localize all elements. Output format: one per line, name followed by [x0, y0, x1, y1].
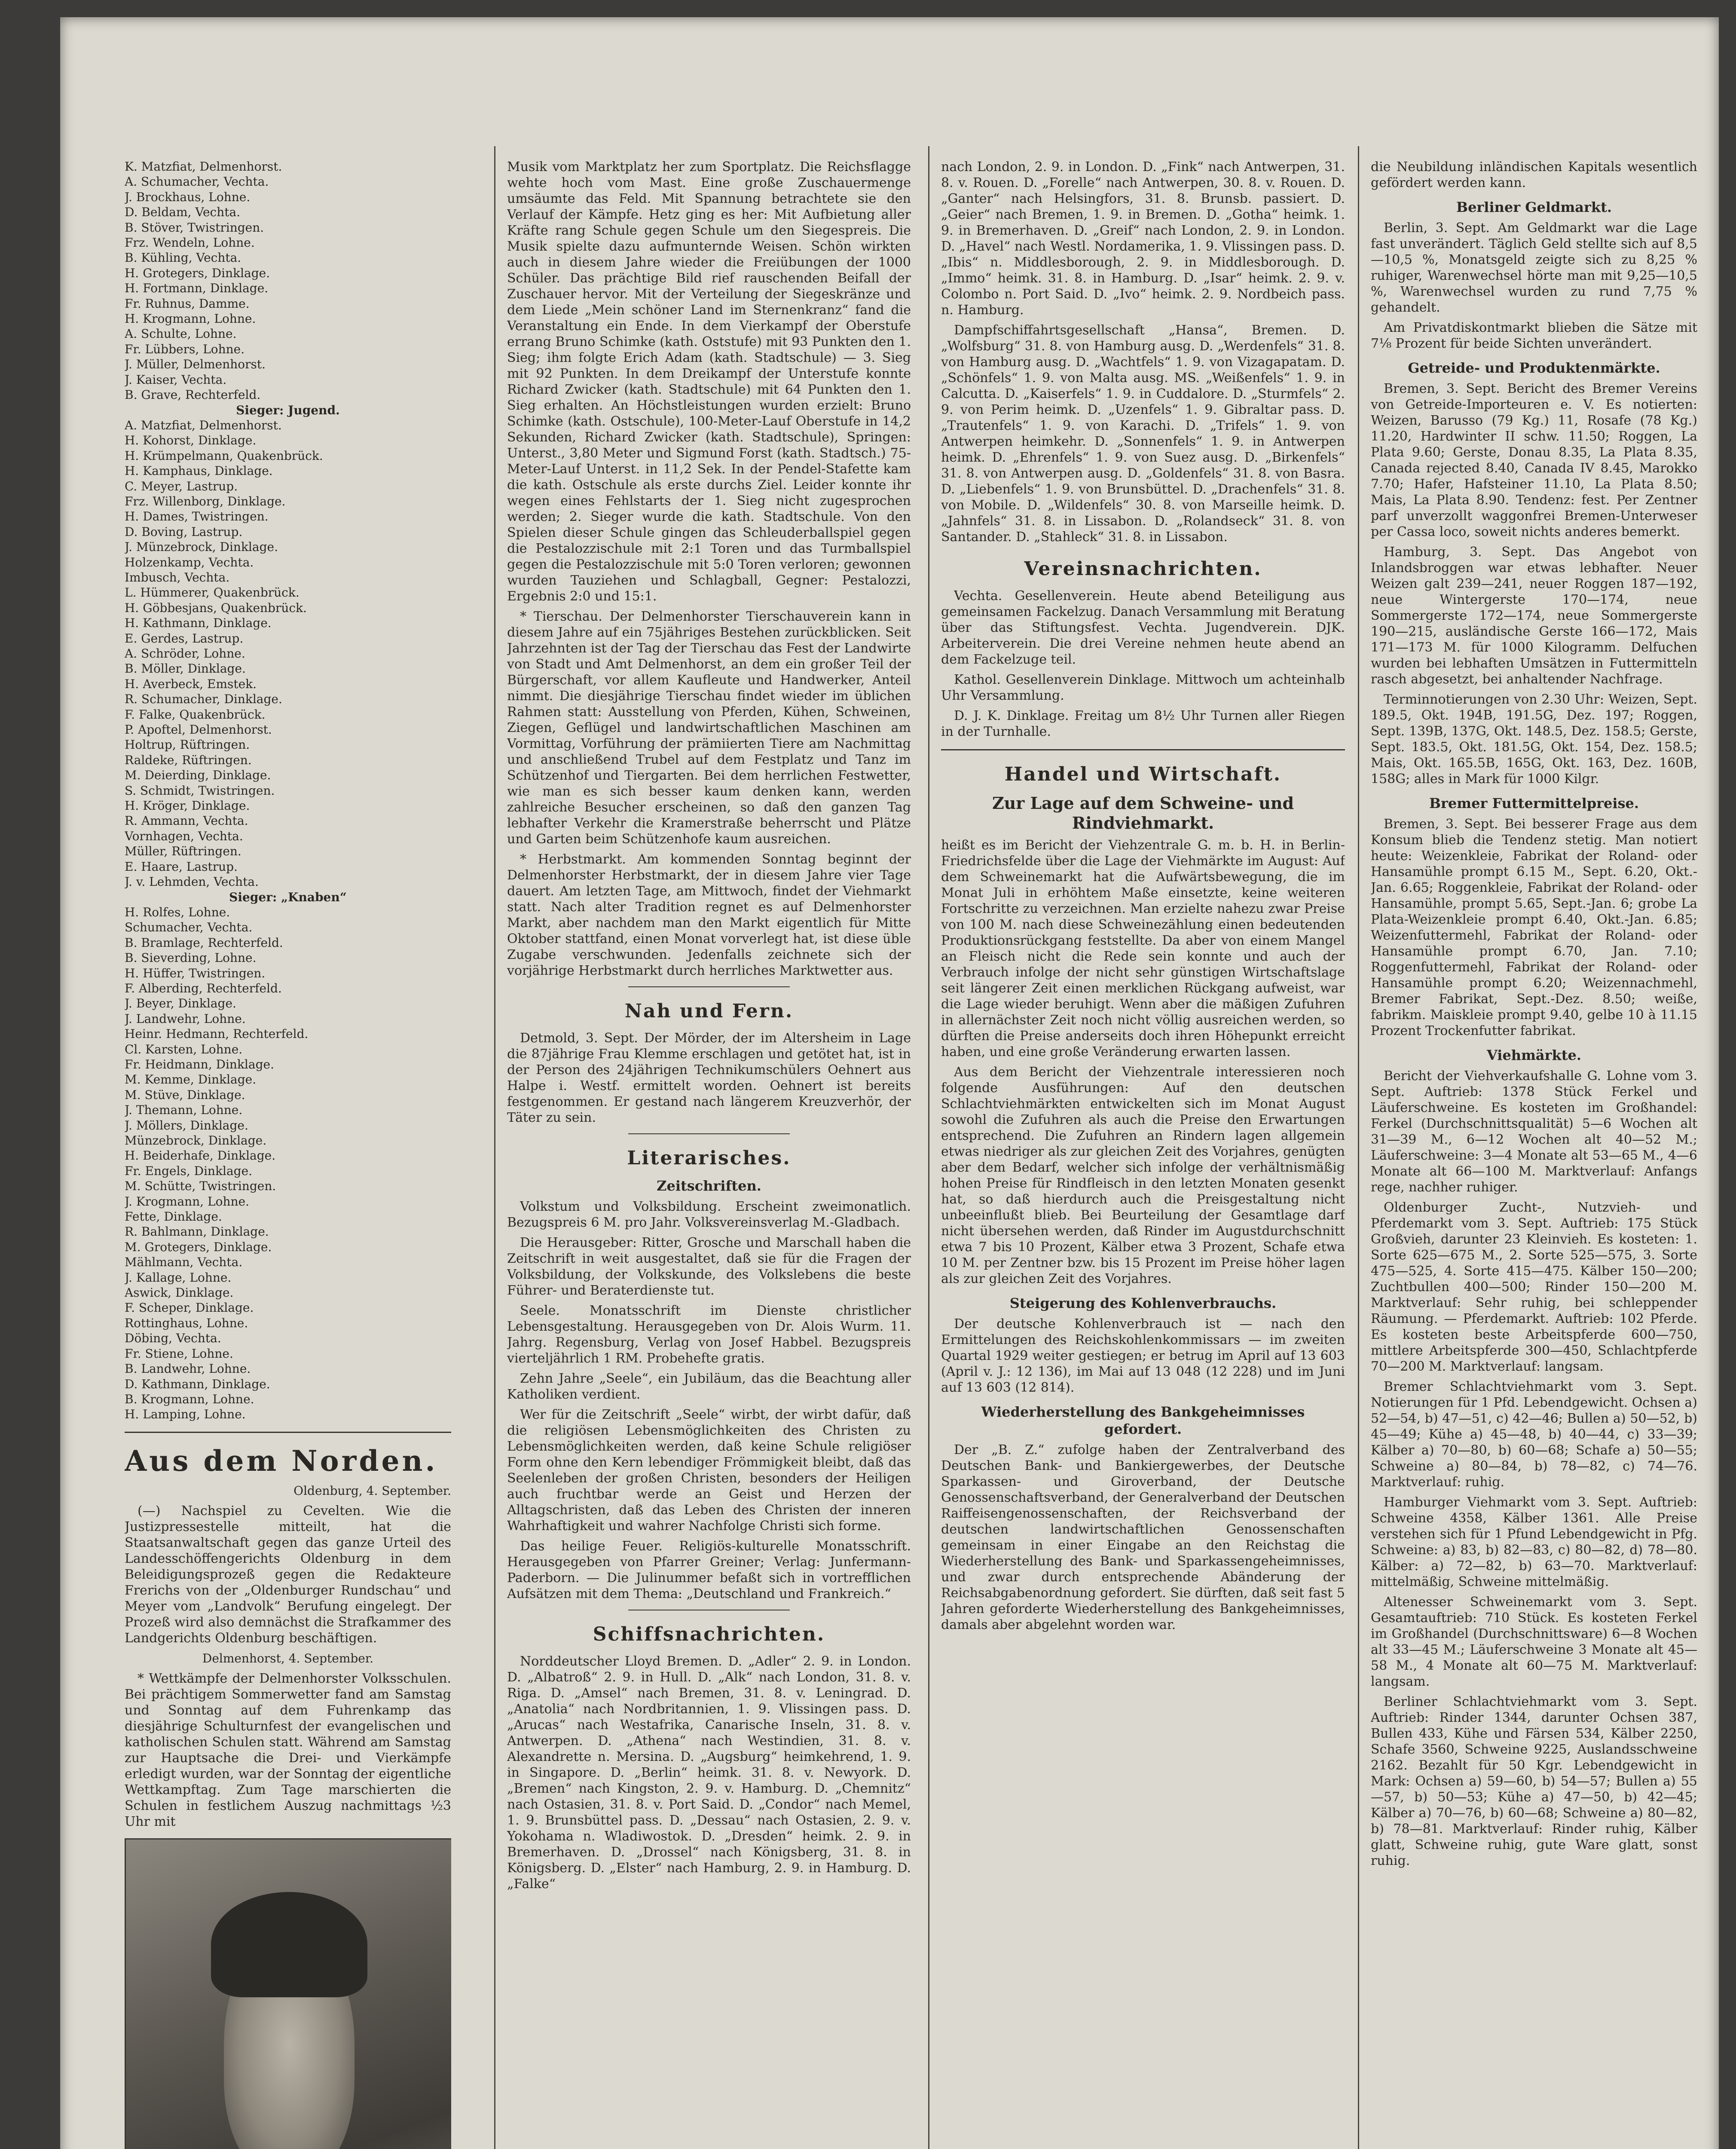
lit-volkstum: Volkstum und Volksbildung. Erscheint zweimonatlich. Bezugspreis 6 M. pro Jahr. Volksvereinsverlag M.-Gladbach. — [507, 1199, 911, 1230]
verein-dinklage: Kathol. Gesellenverein Dinklage. Mittwoch um achteinhalb Uhr Versammlung. — [941, 672, 1345, 703]
lit-feuer: Das heilige Feuer. Religiös-kulturelle Monatsschrift. Herausgegeben von Pfarrer Greiner; Verlag: Junfermann-Paderborn. — Die Julinummer befaßt sich in vortrefflichen Aufsätzen mit dem Thema: „Deutschland und Frankreich.“ — [507, 1539, 911, 1601]
winner-entry: M. Schütte, Twistringen. — [125, 1179, 276, 1194]
winner-entry: Aswick, Dinklage. — [125, 1286, 234, 1300]
column-1 — [125, 159, 451, 2149]
article-wettkaempfe: * Wettkämpfe der Delmenhorster Volksschulen. Bei prächtigem Sommerwetter fand am Samstag und Sonntag auf dem Fuhrenkamp das diesjährige Schulturnfest der evangelischen und katholischen Schulen statt. Während am Samstag zur Hauptsache die Drei- und Vierkämpfe erledigt wurden, war der Sonntag der eigentliche Wettkampftag. Zum Tage marschierten die Schulen in festlichem Auszug nachmittags ½3 Uhr mit — [125, 1671, 451, 1829]
getreide-hamburg: Hamburg, 3. Sept. Das Angebot von Inlandsbroggen war etwas lebhafter. Neuer Weizen galt 239—241, neuer Roggen 187—192, neue Wintergerste 170—174, neue Sommergerste 172—174, neue Sommergerste 190—215, ausländische Gerste 166—172, Mais 171—173 M. für 1000 Kilogramm. Delfuchen wurden bei lebhaften Umsätzen in Futtermitteln rasch abgesetzt, bei anhaltender Nachfrage. — [1371, 545, 1697, 687]
winner-entry: Fr. Lübbers, Lohne. — [125, 342, 245, 356]
lit-seele: Seele. Monatsschrift im Dienste christlicher Lebensgestaltung. Herausgegeben von Dr. Alois Wurm. 11. Jahrg. Regensburg, Verlag von Josef Habbel. Bezugspreis vierteljährlich 1 RM. Probehefte gratis. — [507, 1303, 911, 1366]
winner-entry: H. Kröger, Dinklage. — [125, 799, 250, 813]
column-rule — [928, 146, 929, 2149]
newspaper-page — [60, 17, 1719, 2149]
winner-entry: Fr. Ruhnus, Damme. — [125, 296, 250, 311]
winner-entry: H. Rolfes, Lohne. — [125, 905, 230, 919]
winner-entry: Fette, Dinklage. — [125, 1209, 222, 1224]
winner-entry: K. Matzfiat, Delmenhorst. — [125, 159, 282, 174]
winner-entry: J. Brockhaus, Lohne. — [125, 190, 251, 204]
vieh-hamburg: Hamburger Viehmarkt vom 3. Sept. Auftrieb: Schweine 4358, Kälber 1361. Alle Preise verstehen sich für 1 Pfund Lebendgewicht in Pfg. Schweine: a) 83, b) 82—83, c) 80—82, d) 78—80. Kälber: a) 72—82, b) 63—70. Marktverlauf: mittelmäßig, Schweine mittelmäßig. — [1371, 1495, 1697, 1589]
bank-article: Der „B. Z.“ zufolge haben der Zentralverband des Deutschen Bank- und Bankiergewerbes, der Deutsche Sparkassen- und Giroverband, der Deutsche Genossenschaftsverband, der Generalverband der Deutschen Raiffeisengenossenschaften, der Reichsverband der deutschen landwirtschaftlichen Genossenschaften gemeinsam in einer Eingabe an den Reichstag die Wiederherstellung des Bank- und Sparkassengeheimnisses, und zwar durch entsprechende Abänderung der Reichsabgabenordnung gefordert. Sie dürften, daß seit fast 5 Jahren geforderte Wiederherstellung des Bankgeheimnisses, damals aber abgelehnt worden war. — [941, 1442, 1345, 1632]
article-sportfest: Musik vom Marktplatz her zum Sportplatz. Die Reichsflagge wehte hoch vom Mast. Eine große Zuschauermenge umsäumte das Feld. Mit Spannung betrachtete sie den Verlauf der Kämpfe. Hetz ging es her: Mit Aufbietung aller Kräfte rang Schule gegen Schule um den Siegespreis. Die Musik spielte dazu aufmunternde Weisen. Schön wirkten auch in diesem Jahre wieder die Freiübungen der 1000 Schüler. Das prächtige Bild rief rauschenden Beifall der Zuschauer hervor. Mit der Verteilung der Siegeskränze und dem Liede „Mein schöner Land im Sternenkranz“ fand die Veranstaltung ein Ende. In dem Vierkampf der Oberstufe errang Bruno Schimke (kath. Oststufe) mit 93 Punkten den 1. Sieg; ihm folgte Erich Adam (kath. Stadtschule) — 3. Sieg mit 92 Punkten. In dem Dreikampf der Unterstufe konnte Richard Zwicker (kath. Stadtschule) mit 64 Punkten den 1. Sieg erhalten. An Höchstleistungen wurden erzielt: Bruno Schimke (kath. Ostschule), 100-Meter-Lauf Oberstufe in 14,2 Sekunden, Richard Zwicker (kath. Stadtschule), Springen: Unterst., 3,80 Meter und Sigmund Forst (kath. Stadtsch.) 75-Meter-Lauf Unterst. in 11,2 Sek. In der Pendel-Stafette kam die kath. Ostschule als erste durchs Ziel. Leider konnte ihr wegen eines Fehlstarts der 1. Sieg nicht zugesprochen werden; 2. Sieger wurde die kath. Stadtschule. Von den Spielen dieser Schule gingen das Schleuderballspiel gegen die Pestalozzischule mit 2:1 Toren und das Turmballspiel gegen die Pestalozzischule mit 5:0 Toren verloren; gewonnen wurden Tauziehen und Schlagball, Gegner: Pestalozzi, Ergebnis 2:0 und 15:1. — [507, 159, 911, 604]
winner-entry: B. Krogmann, Lohne. — [125, 1392, 254, 1406]
geldmarkt-heading: Berliner Geldmarkt. — [1456, 199, 1612, 215]
winner-entry: Cl. Karsten, Lohne. — [125, 1042, 243, 1056]
kohle-heading: Steigerung des Kohlenverbrauchs. — [1009, 1295, 1277, 1311]
winner-entry: F. Falke, Quakenbrück. — [125, 707, 266, 722]
verein-heading: Vereinsnachrichten. — [1024, 558, 1262, 580]
winner-entry: H. Hüffer, Twistringen. — [125, 966, 266, 980]
winner-entry: Döbing, Vechta. — [125, 1331, 221, 1346]
column-rule — [1358, 146, 1359, 2149]
winner-entry: H. Fortmann, Dinklage. — [125, 281, 269, 296]
portrait-hair — [211, 1892, 368, 1997]
winner-entry: B. Kühling, Vechta. — [125, 251, 241, 265]
kohle-article: Der deutsche Kohlenverbrauch ist — nach den Ermittelungen des Reichskohlenkommissars — im zweiten Quartal 1929 weiter gestiegen; er betrug im April auf 13 603 (April v. J.: 12 136), im Mai auf 13 048 (12 228) und im Juni auf 13 603 (12 814). — [941, 1316, 1345, 1395]
winner-entry: H. Krogmann, Lohne. — [125, 312, 256, 326]
winner-entry: B. Sieverding, Lohne. — [125, 951, 257, 965]
article-detmold: Detmold, 3. Sept. Der Mörder, der im Altersheim in Lage die 87jährige Frau Klemme erschlagen und getötet hat, ist in der Person des 24jährigen Technikumschülers Oehnert aus Halpe i. Westf. ermittelt worden. Oehnert ist bereits festgenommen. Er gestand nach längerem Kreuzverhör, der Täter zu sein. — [507, 1031, 911, 1125]
lit-jubilaeum: Zehn Jahre „Seele“, ein Jubiläum, das die Beachtung aller Katholiken verdient. — [507, 1371, 911, 1402]
winner-entry: J. Themann, Lohne. — [125, 1103, 243, 1117]
winner-entry: Münzebrock, Dinklage. — [125, 1133, 267, 1148]
vieh-altenesser: Altenesser Schweinemarkt vom 3. Sept. Gesamtauftrieb: 710 Stück. Es kosteten Ferkel im Großhandel (Durchschnittsware) 6—8 Wochen alt 33—45 M.; Läuferschweine 3 Monate alt 45—58 M., 4 Monate alt 60—75 M. Marktverlauf: langsam. — [1371, 1595, 1697, 1689]
winner-entry: Heinr. Hedmann, Rechterfeld. — [125, 1027, 309, 1041]
winner-entry: Rottinghaus, Lohne. — [125, 1316, 248, 1330]
column-2 — [507, 159, 911, 2149]
handel-viehzentrale: Aus dem Bericht der Viehzentrale interessieren noch folgende Ausführungen: Auf den deutschen Schlachtviehmärkten entwickelten sich im Monat August sowohl die Zufuhren als auch die Preise den Erwartungen entsprechend. Die Zufuhren an Rindern lagen allgemein etwas niedriger als zur gleichen Zeit des Vorjahres, genügten aber dem Bedarf, welcher sich infolge der verhältnismäßig hohen Preise für Rindfleisch in den letzten Monaten gesenkt hat, so daß hierdurch auch die Preisgestaltung nicht unbeeinflußt blieb. Bei Beurteilung der Gesamtlage darf nicht übersehen werden, daß Rinder im Augustdurchschnitt etwa 7 bis 10 Prozent, Kälber etwa 3 Prozent, Schafe etwa 10 M. per Zentner bzw. bis 15 Prozent im Preise höher lagen als zur gleichen Zeit des Vorjahres. — [941, 1065, 1345, 1286]
handel-schweinemarkt: heißt es im Bericht der Viehzentrale G. m. b. H. in Berlin-Friedrichsfelde über die Lage der Viehmärkte im August: Auf dem Schweinemarkt hat die Aufwärtsbewegung, die im Monat Juli in erhöhtem Maße einsetzte, keine weiteren Fortschritte zu verzeichnen. Man erzielte nahezu zwar Preise von 100 M. nach diese Schweinezählung einen bedeutenden Produktionsrückgang feststellte. Da aber von einem Mangel an Fleisch nicht die Rede sein konnte und auch der Verbrauch infolge der nicht sehr günstigen Wirtschaftslage seit längerer Zeit einen merklichen Rückgang aufweist, war die Lage wieder beruhigt. Wenn aber die mäßigen Zufuhren in allernächster Zeit noch nicht völlig ausreichen werden, so dürften die Preise anderseits doch ihren Höhepunkt erreicht haben, und eine große Veränderung erwarten lassen. — [941, 838, 1345, 1059]
winner-entry: J. Beyer, Dinklage. — [125, 996, 236, 1011]
winner-entry: H. Kohorst, Dinklage. — [125, 433, 257, 448]
schiff-lloyd-cont: nach London, 2. 9. in London. D. „Fink“ nach Antwerpen, 31. 8. v. Rouen. D. „Forelle“ nach Antwerpen, 30. 8. v. Rouen. D. „Ganter“ nach Helsingfors, 31. 8. Brunsb. passiert. D. „Geier“ nach Bremen, 1. 9. in Bremen. D. „Gotha“ heimk. 1. 9. in Bremerhaven. D. „Greif“ nach London, 2. 9. in London. D. „Havel“ nach Westl. Nordamerika, 1. 9. Vlissingen pass. D. „Ibis“ n. Middlesborough, 2. 9. in Middlesborough. D. „Immo“ heimk. 31. 8. in Hamburg. D. „Isar“ heimk. 2. 9. v. Colombo n. Port Said. D. „Ivo“ heimk. 2. 9. Nordbeich pass. n. Hamburg. — [941, 159, 1345, 318]
winner-entry: H. Kathmann, Dinklage. — [125, 616, 272, 631]
winner-entry: B. Bramlage, Rechterfeld. — [125, 935, 283, 950]
winner-entry: H. Lamping, Lohne. — [125, 1407, 246, 1422]
bank-heading: Wiederherstellung des Bankgeheimnisses gefordert. — [981, 1404, 1305, 1437]
schiff-heading: Schiffsnachrichten. — [593, 1623, 825, 1645]
winner-entry: P. Apoftel, Delmenhorst. — [125, 722, 272, 737]
winner-entry: M. Kemme, Dinklage. — [125, 1072, 257, 1087]
winners-heading-boys: Sieger: „Knaben“ — [229, 890, 347, 904]
bank-article-end: die Neubildung inländischen Kapitals wesentlich gefördert werden kann. — [1371, 159, 1697, 190]
winner-entry: B. Stöver, Twistringen. — [125, 220, 264, 235]
winner-entry: J. Münzebrock, Dinklage. — [125, 540, 278, 554]
dateline-delmenhorst: Delmenhorst, 4. September. — [202, 1651, 374, 1665]
winner-entry: A. Schulte, Lohne. — [125, 327, 237, 341]
portrait-photo — [125, 1838, 451, 2149]
winner-entry: F. Alberding, Rechterfeld. — [125, 981, 282, 995]
winner-entry: D. Kathmann, Dinklage. — [125, 1377, 270, 1391]
vieh-oldenburg: Oldenburger Zucht-, Nutzvieh- und Pferdemarkt vom 3. Sept. Auftrieb: 175 Stück Großvieh, darunter 23 Kleinvieh. Es kosteten: 1. Sorte 625—675 M., 2. Sorte 525—575, 3. Sorte 475—525, 4. Sorte 415—475. Kälber 150—200; Zuchtbullen 400—500; Rinder 150—200 M. Marktverlauf: Sehr ruhig, bei schleppender Räumung. — Pferdemarkt. Auftrieb: 102 Pferde. Es kosteten beste Arbeitspferde 600—750, mittlere Arbeitspferde 300—450, Schlachtpferde 70—200 M. Marktverlauf: langsam. — [1371, 1200, 1697, 1374]
verein-vechta: Vechta. Gesellenverein. Heute abend Beteiligung aus gemeinsamen Fackelzug. Danach Versammlung mit Beratung über das Stiftungsfest. Vechta. Jugendverein. DJK. Arbeiterverein. Die drei Vereine nehmen heute abend an dem Fackelzuge teil. — [941, 588, 1345, 667]
column-3 — [941, 159, 1345, 2149]
winner-entry: H. Grotegers, Dinklage. — [125, 266, 270, 280]
winner-entry: J. v. Lehmden, Vechta. — [125, 875, 259, 889]
winner-entry: S. Schmidt, Twistringen. — [125, 783, 275, 798]
winner-entry: E. Haare, Lastrup. — [125, 859, 238, 874]
winner-entry: M. Grotegers, Dinklage. — [125, 1240, 272, 1254]
winner-entry: H. Kamphaus, Dinklage. — [125, 464, 273, 478]
winner-entry: J. Kallage, Lohne. — [125, 1270, 232, 1285]
vieh-heading: Viehmärkte. — [1487, 1047, 1581, 1063]
vieh-lohne: Bericht der Viehverkaufshalle G. Lohne vom 3. Sept. Auftrieb: 1378 Stück Ferkel und Läuferschweine. Es kosteten im Großhandel: Ferkel (Durchschnittsqualität) 5—6 Wochen alt 31—39 M., 6—12 Wochen alt 40—52 M.; Läuferschweine: 3—4 Monate alt 53—65 M., 4—6 Monate alt 66—100 M. Marktverlauf: Anfangs rege, nachher ruhiger. — [1371, 1068, 1697, 1195]
norden-heading: Aus dem Norden. — [125, 1444, 438, 1478]
lit-herausgeber: Die Herausgeber: Ritter, Grosche und Marschall haben die Zeitschrift in weit ausgestaltet, daß sie für die Fragen der Volksbildung, der Volkskunde, des Volkslebens die beste Führer- und Beraterdienste tut. — [507, 1235, 911, 1298]
winner-entry: B. Grave, Rechterfeld. — [125, 388, 261, 402]
winner-entry: Holtrup, Rüftringen. — [125, 738, 250, 752]
winner-entry: Raldeke, Rüftringen. — [125, 753, 252, 767]
winner-entry: A. Schröder, Lohne. — [125, 646, 245, 661]
geldmarkt-p2: Am Privatdiskontmarkt blieben die Sätze mit 7⅛ Prozent für beide Sichten unverändert. — [1371, 320, 1697, 351]
column-4 — [1371, 159, 1697, 2149]
futter-heading: Bremer Futtermittelpreise. — [1429, 795, 1639, 811]
article-herbstmarkt: * Herbstmarkt. Am kommenden Sonntag beginnt der Delmenhorster Herbstmarkt, der in diesem Jahre vier Tage dauert. Am letzten Tage, am Mittwoch, findet der Viehmarkt statt. Nach alter Tradition regnet es auf Delmenhorster Markt, aber nachdem man den Markt eigentlich für Mitte Oktober stattfand, einen Monat vorverlegt hat, ist diese üble Zugabe verschwunden. Jedenfalls zeichnete sich der vorjährige Herbstmarkt durch herrliches Marktwetter aus. — [507, 852, 911, 978]
column-rule — [494, 146, 495, 2149]
winner-entry: J. Kaiser, Vechta. — [125, 372, 227, 387]
handel-heading: Handel und Wirtschaft. — [1004, 763, 1282, 785]
winner-entry: R. Bahlmann, Dinklage. — [125, 1225, 269, 1239]
winner-entry: A. Schumacher, Vechta. — [125, 174, 269, 189]
section-divider — [125, 1432, 451, 1433]
verein-djk: D. J. K. Dinklage. Freitag um 8½ Uhr Turnen aller Riegen in der Turnhalle. — [941, 708, 1345, 739]
getreide-termin: Terminnotierungen von 2.30 Uhr: Weizen, Sept. 189.5, Okt. 194B, 191.5G, Dez. 197; Roggen, Sept. 139B, 137G, Okt. 148.5, Dez. 158.5; Gerste, Sept. 183.5, Okt. 181.5G, Okt. 154, Dez. 158.5; Mais, Okt. 165.5B, 165G, Okt. 163, Dez. 160B, 158G; alles in Mark für 1000 Kilgr. — [1371, 692, 1697, 787]
futter-bremen: Bremen, 3. Sept. Bei besserer Frage aus dem Konsum blieb die Tendenz stetig. Man notiert heute: Weizenkleie, Fabrikat der Roland- oder Hansamühle prompt 6.15 M., Sept. 6.20, Okt.-Jan. 6.65; Roggenkleie, Fabrikat der Roland- oder Hansamühle, prompt 5.65, Sept.-Jan. 6; grobe La Plata-Weizenkleie prompt 6.40, Okt.-Jan. 6.85; Weizenfuttermehl, Fabrikat der Roland- oder Hansamühle prompt 6.70, Jan. 7.10; Roggenfuttermehl, Fabrikat der Roland- oder Hansamühle prompt 6.20; Weizennachmehl, Bremer Fabrikat, Sept.-Dez. 8.50; weiße, fabrikm. Maiskleie prompt 9.40, gelbe 10 à 11.15 Prozent Trockenfutter fabrikat. — [1371, 817, 1697, 1038]
winner-entry: A. Matzfiat, Delmenhorst. — [125, 418, 282, 432]
getreide-heading: Getreide- und Produktenmärkte. — [1408, 360, 1660, 376]
winner-entry: M. Stüve, Dinklage. — [125, 1087, 245, 1102]
literarisches-heading: Literarisches. — [627, 1147, 791, 1169]
winner-entry: J. Landwehr, Lohne. — [125, 1011, 246, 1026]
schiff-hansa: Dampfschiffahrtsgesellschaft „Hansa“, Bremen. D. „Wolfsburg“ 31. 8. von Hamburg ausg. D. „Werdenfels“ 31. 8. von Hamburg ausg. D. „Wachtfels“ 1. 9. von Vizagapatam. D. „Schönfels“ 1. 9. von Malta ausg. MS. „Weißenfels“ 1. 9. in Calcutta. D. „Kaiserfels“ 1. 9. in Cuddalore. D. „Sturmfels“ 2. 9. von Perim heimk. D. „Uzenfels“ 1. 9. Gibraltar pass. D. „Trautenfels“ 1. 9. von Karachi. D. „Trifels“ 1. 9. von Antwerpen heimkehr. D. „Sonnenfels“ 1. 9. in Antwerpen heimk. D. „Ehrenfels“ 1. 9. von Suez ausg. D. „Birkenfels“ 31. 8. von Antwerpen ausg. D. „Goldenfels“ 31. 8. von Basra. D. „Liebenfels“ 1. 9. von Brunsbüttel. D. „Drachenfels“ 31. 8. von Mobile. D. „Wildenfels“ 30. 8. von Marseille heimk. D. „Jahnfels“ 31. 8. in Lissabon. D. „Rolandseck“ 31. 8. von Santander. D. „Stahleck“ 31. 8. in Lissabon. — [941, 323, 1345, 545]
winner-entry: D. Beldam, Vechta. — [125, 205, 241, 220]
winners-heading-youth: Sieger: Jugend. — [236, 403, 340, 417]
winner-entry: Vornhagen, Vechta. — [125, 829, 243, 843]
winners-list-boys — [125, 905, 451, 1422]
dateline-oldenburg: Oldenburg, 4. September. — [293, 1483, 451, 1498]
schiff-lloyd: Norddeutscher Lloyd Bremen. D. „Adler“ 2. 9. in London. D. „Albatroß“ 2. 9. in Hull. D. „Alk“ nach London, 31. 8. v. Riga. D. „Amsel“ nach Bremen, 31. 8. v. Leningrad. D. „Anatolia“ nach Nordbritannien, 1. 9. Vlissingen pass. D. „Arucas“ nach Westafrika, Canarische Inseln, 31. 8. v. Antwerpen. D. „Athena“ nach Westindien, 31. 8. v. Alexandrette n. Mersina. D. „Augsburg“ heimkehrend, 1. 9. in Singapore. D. „Berlin“ heimk. 31. 8. v. Newyork. D. „Bremen“ nach Kingston, 2. 9. v. Hamburg. D. „Chemnitz“ nach Ostasien, 31. 8. v. Port Said. D. „Condor“ nach Memel, 1. 9. Brunsbüttel pass. D. „Dessau“ nach Ostasien, 2. 9. v. Yokohama n. Wladiwostok. D. „Dresden“ heimk. 2. 9. in Bremerhaven. D. „Drossel“ nach Königsberg, 31. 8. in Königsberg. D. „Elster“ nach Hamburg, 2. 9. in Hamburg. D. „Falke“ — [507, 1654, 911, 1892]
vieh-bremen: Bremer Schlachtviehmarkt vom 3. Sept. Notierungen für 1 Pfd. Lebendgewicht. Ochsen a) 52—54, b) 47—51, c) 42—46; Bullen a) 50—52, b) 45—49; Kühe a) 45—48, b) 40—44, c) 33—39; Kälber a) 70—80, b) 60—68; Schafe a) 50—55; Schweine a) 80—84, b) 78—82, c) 74—76. Marktverlauf: ruhig. — [1371, 1379, 1697, 1490]
winner-entry: Imbusch, Vechta. — [125, 570, 230, 585]
winners-list-youth — [125, 418, 451, 890]
winner-entry: Fr. Engels, Dinklage. — [125, 1163, 253, 1178]
winner-entry: H. Beiderhafe, Dinklage. — [125, 1148, 276, 1163]
winner-entry: Müller, Rüftringen. — [125, 844, 241, 859]
nah-fern-heading: Nah und Fern. — [624, 1000, 794, 1022]
vieh-berlin: Berliner Schlachtviehmarkt vom 3. Sept. Auftrieb: Rinder 1344, darunter Ochsen 387, Bullen 433, Kühe und Färsen 534, Kälber 2250, Schafe 3560, Schweine 9225, Auslandsschweine 2162. Bezahlt für 50 Kgr. Lebendgewicht in Mark: Ochsen a) 59—60, b) 54—57; Bullen a) 55—57, b) 50—53; Kühe a) 47—50, b) 42—45; Kälber a) 70—76, b) 60—68; Schweine a) 80—82, b) 78—81. Marktverlauf: Rinder ruhig, Kälber glatt, Schweine ruhig, gute Ware glatt, sonst ruhig. — [1371, 1694, 1697, 1868]
winner-entry: B. Landwehr, Lohne. — [125, 1362, 251, 1376]
winner-entry: R. Schumacher, Dinklage. — [125, 692, 282, 707]
winner-entry: Holzenkamp, Vechta. — [125, 555, 254, 569]
winner-entry: M. Deierding, Dinklage. — [125, 768, 271, 783]
winner-entry: H. Göbbesjans, Quakenbrück. — [125, 600, 307, 615]
winner-entry: B. Möller, Dinklage. — [125, 661, 246, 676]
geldmarkt-p1: Berlin, 3. Sept. Am Geldmarkt war die Lage fast unverändert. Täglich Geld stellte sich auf 8,5—10,5 %, Monatsgeld zeigte sich zu 8,25 % ruhiger, Warenwechsel hörte man mit 9,25—10,5 %, Warenwechsel wurden zu rund 7,75 % gehandelt. — [1371, 220, 1697, 315]
winner-entry: Frz. Willenborg, Dinklage. — [125, 494, 286, 508]
handel-subheading: Zur Lage auf dem Schweine- und Rindviehmarkt. — [992, 793, 1294, 833]
lit-werbung: Wer für die Zeitschrift „Seele“ wirbt, der wirbt dafür, daß die religiösen Lebensmöglichkeiten des Christen zu Lebensmöglichkeiten werden, daß keine Schule religiöser Form ohne den Kern lebendiger Frömmigkeit bleibt, daß das Seelenleben der großen Christen, besonders der Heiligen auch fruchtbar werde an Geist und Herzen der Alltagschristen, daß das Leben des Christen der inneren Wahrhaftigkeit und wahrer Nachfolge Christi sich forme. — [507, 1407, 911, 1534]
winner-entry: Schumacher, Vechta. — [125, 920, 253, 935]
winner-entry: D. Boving, Lastrup. — [125, 524, 243, 539]
winner-entry: H. Krümpelmann, Quakenbrück. — [125, 448, 323, 463]
winner-entry: J. Müller, Delmenhorst. — [125, 357, 266, 372]
winner-entry: J. Möllers, Dinklage. — [125, 1118, 248, 1133]
divider — [628, 986, 790, 987]
winner-entry: R. Ammann, Vechta. — [125, 814, 248, 828]
article-nachspiel: (—) Nachspiel zu Cevelten. Wie die Justizpressestelle mitteilt, hat die Staatsanwaltschaft gegen das ganze Urteil des Landesschöffengerichts Oldenburg in dem Beleidigungsprozeß gegen die Redakteure Frerichs von der „Oldenburger Rundschau“ und Meyer vom „Landvolk“ Berufung eingelegt. Der Prozeß wird also demnächst die Strafkammer des Landgerichts Oldenburg beschäftigen. — [125, 1503, 451, 1646]
divider — [628, 1133, 790, 1134]
winner-entry: H. Dames, Twistringen. — [125, 509, 269, 524]
winner-entry: F. Scheper, Dinklage. — [125, 1301, 254, 1315]
winner-entry: L. Hümmerer, Quakenbrück. — [125, 585, 300, 600]
winners-list — [125, 159, 451, 403]
section-divider — [941, 749, 1345, 750]
winner-entry: Mählmann, Vechta. — [125, 1255, 243, 1270]
winner-entry: Fr. Stiene, Lohne. — [125, 1346, 233, 1361]
winner-entry: E. Gerdes, Lastrup. — [125, 631, 244, 646]
winner-entry: J. Krogmann, Lohne. — [125, 1194, 250, 1209]
getreide-bremen: Bremen, 3. Sept. Bericht des Bremer Vereins von Getreide-Importeuren e. V. Es notierten: Weizen, Barusso (79 Kg.) 11, Rosafe (78 Kg.) 11.20, Hardwinter II schw. 11.50; Roggen, La Plata 9.60; Gerste, Donau 8.35, La Plata 8.35, Canada rejected 8.40, Canada IV 8.45, Marokko 7.70; Hafer, Hafsteiner 11.10, La Plata 8.50; Mais, La Plata 8.90. Tendenz: fest. Per Zentner parf unverzollt waggonfrei Bremen-Unterweser per Cassa loco, soweit nichts anderes bemerkt. — [1371, 381, 1697, 539]
zeitschriften-subheading: Zeitschriften. — [657, 1178, 761, 1194]
winner-entry: Frz. Wendeln, Lohne. — [125, 236, 255, 250]
winner-entry: H. Averbeck, Emstek. — [125, 677, 257, 691]
winner-entry: Fr. Heidmann, Dinklage. — [125, 1057, 274, 1071]
article-tierschau: * Tierschau. Der Delmenhorster Tierschauverein kann in diesem Jahre auf ein 75jähriges Bestehen zurückblicken. Seit Jahrzehnten ist der Tag der Tierschau das Fest der Landwirte von Stadt und Amt Delmenhorst, an dem ein großer Teil der Bürgerschaft, vor allem Kaufleute und Handwerker, Anteil nimmt. Die diesjährige Tierschau findet wieder im üblichen Rahmen statt: Ausstellung von Pferden, Kühen, Schweinen, Ziegen, Geflügel und landwirtschaftlichen Maschinen am Vormittag, Vorführung der prämiierten Tiere am Nachmittag und anschließend Trubel auf dem Festplatz und Tanz im Schützenhof und Tiergarten. Bei dem herrlichen Festwetter, wie man es sich besser kaum denken kann, werden zahlreiche Besucher erscheinen, so daß den ganzen Tag lebhafter Verkehr die Kramerstraße beherrscht und Plätze und Garten beim Schützenhofe kaum ausreichen. — [507, 609, 911, 847]
winner-entry: C. Meyer, Lastrup. — [125, 479, 238, 493]
